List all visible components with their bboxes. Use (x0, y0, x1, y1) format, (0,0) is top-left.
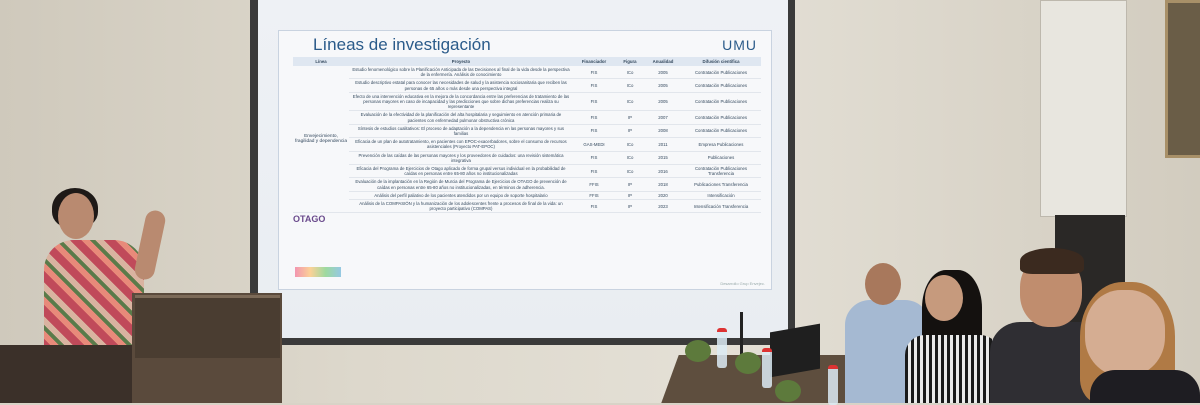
microphone (740, 312, 743, 357)
cell-anualidad: 2005 (645, 92, 681, 111)
research-line-group: Envejecimiento, fragilidad y dependencia (293, 66, 349, 213)
decorative-banner (295, 267, 341, 277)
cell-proyecto: Eficacia del Programa de Ejercicios de Otago aplicado de forma grupal versus individual en la probabilidad de caídas en personas entre 65-80 años no institucionalizadas (349, 165, 573, 178)
panelist-4-head (1085, 290, 1165, 376)
water-bottle (762, 348, 772, 388)
cell-anualidad: 2018 (645, 178, 681, 191)
cell-proyecto: Evaluación de la efectividad de la planificación del alta hospitalaria y seguimiento en atención primaria de pacientes con enfermedad pulmonar obstructiva crónica (349, 111, 573, 124)
table-row (293, 124, 761, 137)
cell-proyecto: Estudio fenomenológico sobre la Planificación Anticipada de las Decisiones al final de la vida desde la perspectiva de la enfermería. Análisis de conocimiento (349, 66, 573, 79)
header-anualidad: Anualidad (645, 57, 681, 66)
otago-logo: OTAGO (293, 214, 326, 224)
table-row (293, 79, 761, 92)
cell-proyecto: Evaluación de la implantación en la Región de Murcia del Programa de Ejercicios de OTAGO de prevención de caídas en personas entre 65-80 años no institucionalizadas, en términos de adherencia. (349, 178, 573, 191)
panelist-3-hair (1020, 248, 1084, 274)
cell-anualidad: 2008 (645, 124, 681, 137)
cell-difusion: Empresa Publicaciones (681, 138, 761, 151)
cell-proyecto: Eficacia de un plan de autotratamiento, en pacientes con EPOC-exacerbadores, sobre el consumo de recursos asistenciales (Proyecto PAT-EPOC) (349, 138, 573, 151)
cell-difusion: Publicaciones (681, 151, 761, 164)
header-figura: Figura (615, 57, 645, 66)
lectern-front-panel (135, 295, 280, 358)
cell-difusion: Intensificación (681, 191, 761, 199)
presenter-body (44, 240, 144, 350)
cell-financiador: FIS (573, 124, 615, 137)
panelist-2-head (925, 275, 963, 321)
cell-financiador: FIS (573, 165, 615, 178)
cell-anualidad: 2005 (645, 66, 681, 79)
cell-proyecto: Efecto de una intervención educativa en la mejora de la concordancia entre las preferencias de tratamiento de las personas mayores en caso de incapacidad y las predicciones que sobre dichas preferencias realiza su representante (349, 92, 573, 111)
plant-pot (775, 380, 801, 402)
cell-financiador: FIS (573, 111, 615, 124)
cell-figura: ICo (615, 138, 645, 151)
cell-proyecto: Estudio descriptivo estatal para conocer las necesidades de salud y la asistencia sociosanitaria que reciben las personas de 65 años o más desde una perspectiva integral (349, 79, 573, 92)
cell-financiador: FIS (573, 79, 615, 92)
cell-anualidad: 2005 (645, 79, 681, 92)
table-row (293, 138, 761, 151)
header-financiador: Financiador (573, 57, 615, 66)
cell-figura: IP (615, 124, 645, 137)
table-row (293, 191, 761, 199)
side-desk (0, 345, 140, 403)
water-bottle (717, 328, 727, 368)
cell-figura: IP (615, 191, 645, 199)
cell-difusion: Contratación Publicaciones (681, 111, 761, 124)
cell-figura: IP (615, 200, 645, 213)
cell-figura: ICo (615, 79, 645, 92)
table-row (293, 92, 761, 111)
cell-figura: ICo (615, 92, 645, 111)
water-bottle (828, 365, 838, 405)
cell-figura: ICo (615, 66, 645, 79)
plant-pot (685, 340, 711, 362)
research-lines-table (293, 57, 761, 213)
panelist-2-body (905, 335, 1000, 403)
table-row (293, 200, 761, 213)
cell-financiador: FIS (573, 92, 615, 111)
cell-figura: IP (615, 178, 645, 191)
cell-difusion: Contratación Publicaciones (681, 66, 761, 79)
cell-financiador: FFIS (573, 178, 615, 191)
presentation-slide (278, 30, 772, 290)
cell-financiador: GAS-MEDI (573, 138, 615, 151)
cell-financiador: FFIS (573, 191, 615, 199)
cell-proyecto: Síntesis de estudios cualitativos: El proceso de adaptación a la dependencia en las personas mayores y sus familias (349, 124, 573, 137)
cell-difusion: Contratación Publicaciones Transferencia (681, 165, 761, 178)
cell-anualidad: 2011 (645, 138, 681, 151)
umu-logo: UMU (722, 37, 757, 53)
header-proyecto: Proyecto (349, 57, 573, 66)
table-row (293, 165, 761, 178)
cell-anualidad: 2015 (645, 151, 681, 164)
cell-financiador: FIS (573, 151, 615, 164)
cell-difusion: Publicaciones Transferencia (681, 178, 761, 191)
cell-difusion: Contratación Publicaciones (681, 79, 761, 92)
slide-title: Líneas de investigación (313, 35, 491, 54)
cell-difusion: Intensificación Transferencia (681, 200, 761, 213)
laptop (770, 324, 820, 378)
cell-figura: IP (615, 111, 645, 124)
presenter-head (58, 193, 94, 239)
cell-difusion: Contratación Publicaciones (681, 92, 761, 111)
slide-footnote: Desarrollo Grup Envejec. (720, 281, 765, 286)
cell-proyecto: Análisis de la COMPASIÓN y la humanización de los adolescentes frente a procesos de final de la vida: un proyecto participativo (COMPAS) (349, 200, 573, 213)
wall-panel (1040, 0, 1127, 217)
cell-figura: ICo (615, 151, 645, 164)
cell-financiador: FIS (573, 66, 615, 79)
cell-figura: ICo (615, 165, 645, 178)
panelist-4-body (1090, 370, 1200, 403)
table-row (293, 66, 761, 79)
wall-picture-frame (1165, 0, 1200, 158)
cell-proyecto: Análisis del perfil paliativo de los pacientes atendidos por un equipo de soporte hospitalario (349, 191, 573, 199)
cell-financiador: FIS (573, 200, 615, 213)
header-difusion: Difusión científica (681, 57, 761, 66)
table-row (293, 178, 761, 191)
table-row (293, 111, 761, 124)
table-row (293, 151, 761, 164)
table-header-row (293, 57, 761, 66)
panelist-1-head (865, 263, 901, 305)
cell-proyecto: Prevención de las caídas de las personas mayores y los proveedores de cuidados: una revisión sistemática integrativa (349, 151, 573, 164)
cell-anualidad: 2020 (645, 191, 681, 199)
cell-anualidad: 2016 (645, 165, 681, 178)
cell-difusion: Contratación Publicaciones (681, 124, 761, 137)
header-linea: Línea (293, 57, 349, 66)
cell-anualidad: 2007 (645, 111, 681, 124)
cell-anualidad: 2023 (645, 200, 681, 213)
plant-pot (735, 352, 761, 374)
